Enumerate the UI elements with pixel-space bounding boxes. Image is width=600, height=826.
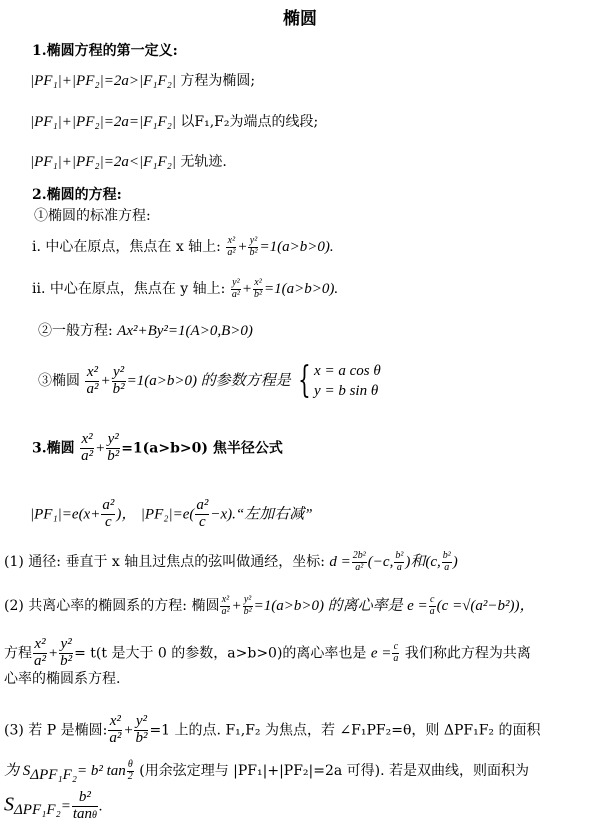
fraction-x2-a2-large: $\frac{\text{x²}}{\text{a²}}$ [86, 363, 99, 397]
fraction-y2-b2-heading: $\frac{\text{y²}}{\text{b²}}$ [107, 431, 120, 464]
general-formula: Ax²+By²=1(A>0,B>0) [117, 323, 253, 339]
fraction-y2-b2: $\frac{\text{y²}}{\text{b²}}$ [249, 235, 258, 258]
eccentricity-family-line-3: 心率的椭圆系方程. [4, 671, 121, 687]
fraction-x2-a2-heading: $\frac{\text{x²}}{\text{a²}}$ [81, 431, 94, 464]
eccentricity-family-line-2: 方程 $\frac{\text{x²}}{\text{a²}}$ + $\frac{\text{y²}}{\text{b²}}$ = t(t 是大于 0 的参数，a>b>0)的离心率也是 e = $\frac{c}{a}$ 我们称此方程为共离 [4, 636, 531, 669]
section-2-heading: 2.椭圆的方程: [32, 187, 122, 203]
focal-triangle-line-2: 为 $S_{\Delta PF_1F_2}= b^2$ tan $\frac{\theta}{2}$ (用余弦定理与 |PF₁|+|PF₂|=2a 可得). 若是双曲线，则面积为 [4, 759, 530, 783]
section-1-heading: 1.椭圆方程的第一定义: [32, 43, 178, 59]
fraction-b2-a-1: $\frac{\text{b²}}{a}$ [395, 550, 404, 573]
general-label: ②一般方程: [38, 323, 113, 339]
fraction-x2-a2: $\frac{\text{x²}}{\text{a²}}$ [227, 235, 236, 258]
standard-equation-x-axis: i. 中心在原点，焦点在 x 轴上: $\frac{\text{x²}}{\text{a²}}$ + $\frac{\text{y²}}{\text{b²}}$ =1(a>b>0). [32, 235, 334, 258]
general-equation [38, 322, 253, 340]
fraction-theta-2: $\frac{\theta}{2}$ [127, 759, 133, 782]
y-axis-tail: =1(a>b>0). [263, 281, 339, 297]
fraction-x2-a2-family: $\frac{\text{x²}}{\text{a²}}$ [34, 636, 46, 669]
definition-1-equation: |PF₁|+|PF₂|=2a>|F₁F₂| [30, 73, 176, 89]
standard-equation-y-axis: ii. 中心在原点，焦点在 y 轴上: $\frac{\text{y²}}{\text{a²}}$ + $\frac{\text{x²}}{\text{b²}}$ =1(a>b>0). [32, 277, 339, 300]
section-3-heading: 3.椭圆 $\frac{\text{x²}}{\text{a²}}$ + $\frac{\text{y²}}{\text{b²}}$ =1(a>b>0) 焦半径公式 [32, 431, 283, 464]
definition-2-text: 以F₁,F₂为端点的线段; [180, 114, 319, 130]
fraction-y2-b2-small: $\frac{\text{y²}}{\text{b²}}$ [243, 594, 252, 617]
definition-1-text: 方程为椭圆; [180, 73, 256, 89]
standard-equation-label: ①椭圆的标准方程: [34, 208, 151, 224]
focal-triangle-line-1: (3) 若 P 是椭圆: $\frac{\text{x²}}{\text{a²}}$ + $\frac{\text{y²}}{\text{b²}}$ =1 上的点. F₁,F₂ 为焦点，若 ∠F₁PF₂=θ，则 ΔPF₁F₂ 的面积 [4, 713, 541, 746]
parametric-label: ③椭圆 [38, 373, 80, 389]
definition-line-3 [30, 153, 227, 171]
x-axis-tail: =1(a>b>0). [259, 239, 334, 255]
page-title: 椭圆 [283, 9, 317, 29]
fraction-y2-a2: $\frac{\text{y²}}{\text{a²}}$ [231, 277, 240, 300]
y-axis-text: ii. 中心在原点，焦点在 y 轴上: [32, 281, 226, 297]
fraction-x2-b2: $\frac{\text{x²}}{\text{b²}}$ [253, 277, 262, 300]
fraction-b2-a-2: $\frac{\text{b²}}{a}$ [442, 550, 451, 573]
focal-radius-formula: |PF₁|=e(x+ $\frac{\text{a²}}{c}$ )， |PF₂|=e( $\frac{\text{a²}}{c}$ −x).“左加右减” [30, 497, 313, 530]
definition-line-2 [30, 113, 318, 131]
definition-line-1 [30, 72, 255, 90]
parametric-system: x = a cos θ y = b sin θ [314, 363, 381, 399]
fraction-c-a-2: $\frac{c}{a}$ [393, 641, 399, 664]
hyperbola-area-formula: $S_{\Delta PF_1F_2}=$ $\frac{\text{b²}}{\tan\theta}$ . [4, 789, 103, 822]
left-brace-icon: { [298, 360, 311, 401]
fraction-x2-a2-small: $\frac{\text{x²}}{\text{a²}}$ [221, 594, 230, 617]
definition-3-text: 无轨迹. [180, 154, 227, 170]
fraction-2b2-a2: $\frac{\text{2b²}}{\text{a²}}$ [352, 550, 366, 573]
fraction-a2-c-1: $\frac{\text{a²}}{c}$ [102, 497, 115, 530]
fraction-c-a-1: $\frac{c}{a}$ [429, 594, 435, 617]
fraction-y2-b2-large: $\frac{\text{y²}}{\text{b²}}$ [112, 363, 125, 397]
fraction-b2-tan: $\frac{\text{b²}}{\tan\theta}$ [72, 789, 97, 822]
latus-rectum-item: (1) 通径: 垂直于 x 轴且过焦点的弦叫做通经，坐标: d = $\frac{\text{2b²}}{\text{a²}}$ (−c, $\frac{\text{b²}}{a}$ )和(c, $\frac{\text{b²}}{a}$ ) [4, 550, 458, 573]
definition-3-equation: |PF₁|+|PF₂|=2a<|F₁F₂| [30, 154, 176, 170]
parametric-equation: ③椭圆 $\frac{\text{x²}}{\text{a²}}$ + $\frac{\text{y²}}{\text{b²}}$ =1(a>b>0) 的参数方程是 { x = a cos θ y = b sin θ [38, 360, 381, 401]
fraction-x2-a2-p3: $\frac{\text{x²}}{\text{a²}}$ [109, 713, 122, 746]
fraction-y2-b2-p3: $\frac{\text{y²}}{\text{b²}}$ [135, 713, 148, 746]
x-axis-text: i. 中心在原点，焦点在 x 轴上: [32, 239, 221, 255]
parametric-mid: =1(a>b>0) 的参数方程是 [126, 373, 291, 389]
eccentricity-family-line-1: (2) 共离心率的椭圆系的方程: 椭圆 $\frac{\text{x²}}{\text{a²}}$ + $\frac{\text{y²}}{\text{b²}}$ =1(a>b>0) 的离心率是 e = $\frac{c}{a}$ (c =√(a²−b²))， [4, 594, 535, 617]
definition-2-equation: |PF₁|+|PF₂|=2a=|F₁F₂| [30, 114, 176, 130]
fraction-y2-b2-family: $\frac{\text{y²}}{\text{b²}}$ [60, 636, 73, 669]
fraction-a2-c-2: $\frac{\text{a²}}{c}$ [196, 497, 209, 530]
